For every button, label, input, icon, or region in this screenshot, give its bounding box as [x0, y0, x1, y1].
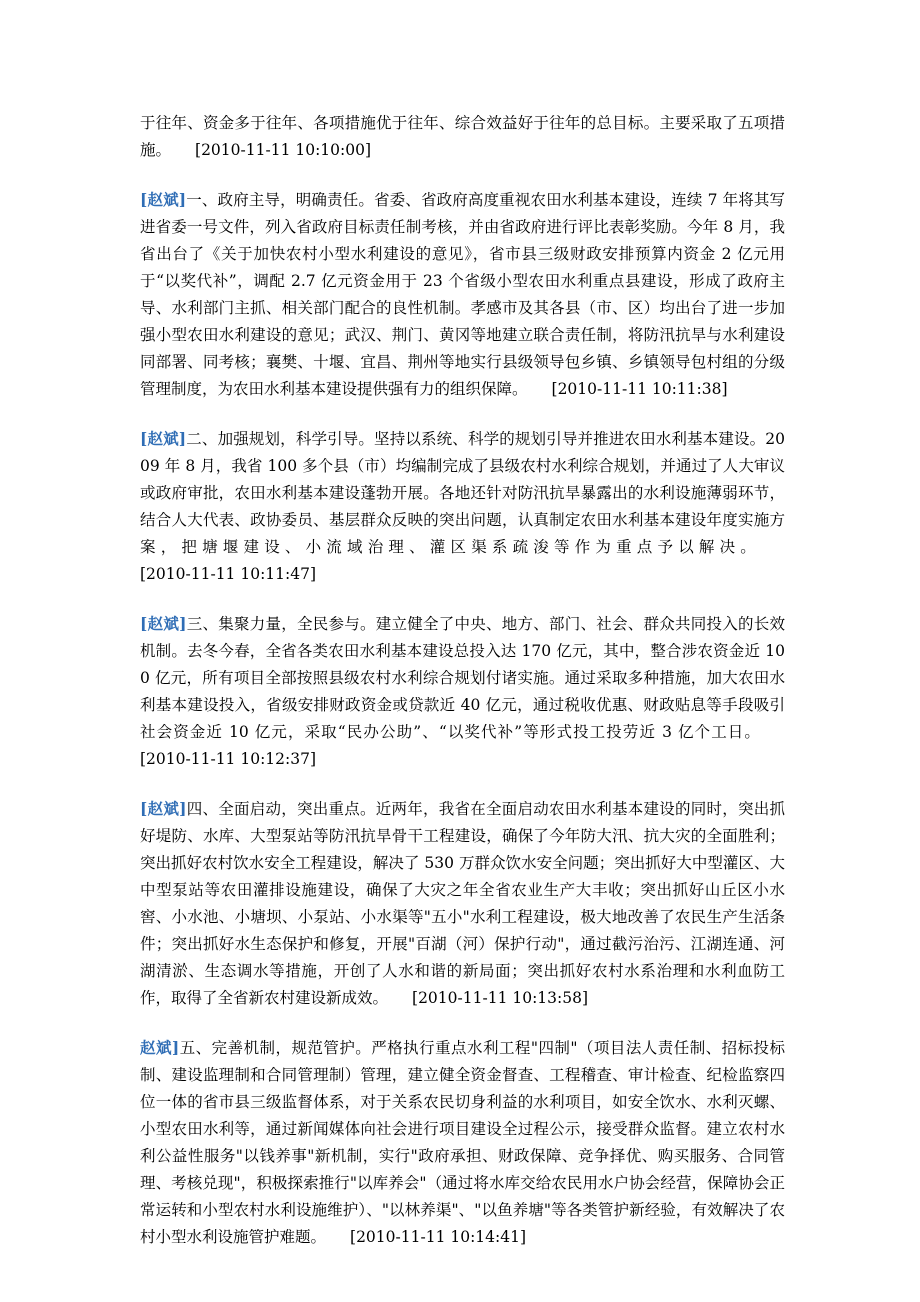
- paragraph-text: 一、政府主导，明确责任。省委、省政府高度重视农田水利基本建设，连续 7 年将其写进省委一号文件，列入省政府目标责任制考核，并由省政府进行评比表彰奖励。今年 8 月，我省出台了《关于加快农村小型水利建设的意见》，省市县三级财政安排预算内资金 2 亿元用于“以奖代补”，调配 2.7 亿元资金用于 23 个省级小型农田水利重点县建设，形成了政府主导、水利部门主抓、相关部门配合的良性机制。孝感市及其各县（市、区）均出台了进一步加强小型农田水利建设的意见；武汉、荆门、黄冈等地建立联合责任制，将防汛抗旱与水利建设同部署、同考核；襄樊、十堰、宜昌、荆州等地实行县级领导包乡镇、乡镇领导包村组的分级管理制度，为农田水利基本建设提供强有力的组织保障。: [140, 191, 786, 398]
- paragraph-text: 三、集聚力量，全民参与。建立健全了中央、地方、部门、社会、群众共同投入的长效机制。去冬今春，全省各类农田水利基本建设总投入达 170 亿元，其中，整合涉农资金近 100 亿元，所有项目全部按照县级农村水利综合规划付诸实施。通过采取多种措施，加大农田水利基本建设投入，省级安排财政资金或贷款近 40 亿元，通过税收优惠、财政贴息等手段吸引社会资金近 10 亿元，采取“民办公助”、“以奖代补”等形式投工投劳近 3 亿个工日。: [140, 615, 785, 741]
- transcript-paragraph-3: [140, 610, 785, 773]
- speaker-name: [赵斌]: [140, 799, 187, 818]
- transcript-paragraph-0: [140, 110, 785, 164]
- timestamp: [2010-11-11 10:11:47]: [140, 565, 317, 583]
- transcript-paragraph-1: [140, 186, 785, 403]
- paragraph-text: 于往年、资金多于往年、各项措施优于往年、综合效益好于往年的总目标。主要采取了五项措施。: [140, 114, 785, 159]
- timestamp: [2010-11-11 10:11:38]: [551, 380, 728, 398]
- paragraph-text: 四、全面启动，突出重点。近两年，我省在全面启动农田水利基本建设的同时，突出抓好堤防、水库、大型泵站等防汛抗旱骨干工程建设，确保了今年防大汛、抗大灾的全面胜利；突出抓好农村饮水安全工程建设，解决了 530 万群众饮水安全问题；突出抓好大中型灌区、大中型泵站等农田灌排设施建设，确保了大灾之年全省农业生产大丰收；突出抓好山丘区小水窖、小水池、小塘坝、小泵站、小水渠等"五小"水利工程建设，极大地改善了农民生产生活条件；突出抓好水生态保护和修复，开展"百湖（河）保护行动"，通过截污治污、江湖连通、河湖清淤、生态调水等措施，开创了人水和谐的新局面；突出抓好农村水系治理和水利血防工作，取得了全省新农村建设新成效。: [140, 800, 785, 1007]
- speaker-name: [赵斌]: [140, 190, 187, 209]
- timestamp: [2010-11-11 10:13:58]: [412, 989, 589, 1007]
- paragraph-text: 二、加强规划，科学引导。坚持以系统、科学的规划引导并推进农田水利基本建设。2009 年 8 月，我省 100 多个县（市）均编制完成了县级农村水利综合规划，并通过了人大审议或政府审批，农田水利基本建设蓬勃开展。各地还针对防汛抗旱暴露出的水利设施薄弱环节，结合人大代表、政协委员、基层群众反映的突出问题，认真制定农田水利基本建设年度实施方案，把塘堰建设、小流域治理、灌区渠系疏浚等作为重点予以解决。: [140, 430, 785, 556]
- transcript-paragraph-5: [140, 1034, 785, 1251]
- timestamp: [2010-11-11 10:12:37]: [140, 750, 317, 768]
- speaker-name: [赵斌]: [140, 614, 187, 633]
- timestamp: [2010-11-11 10:10:00]: [195, 141, 372, 159]
- transcript-paragraph-2: [140, 425, 785, 588]
- speaker-name: 赵斌]: [140, 1038, 180, 1057]
- timestamp: [2010-11-11 10:14:41]: [350, 1228, 527, 1246]
- speaker-name: [赵斌]: [140, 429, 187, 448]
- transcript-document: [140, 110, 785, 1273]
- paragraph-text: 五、完善机制，规范管护。严格执行重点水利工程"四制"（项目法人责任制、招标投标制、建设监理制和合同管理制）管理，建立健全资金督查、工程稽查、审计检查、纪检监察四位一体的省市县三级监督体系，对于关系农民切身利益的水利项目，如安全饮水、水利灭螺、小型农田水利等，通过新闻媒体向社会进行项目建设全过程公示，接受群众监督。建立农村水利公益性服务"以钱养事"新机制，实行"政府承担、财政保障、竞争择优、购买服务、合同管理、考核兑现"，积极探索推行"以库养会"（通过将水库交给农民用水户协会经营，保障协会正常运转和小型农村水利设施维护）、"以林养渠"、"以鱼养塘"等各类管护新经验，有效解决了农村小型水利设施管护难题。: [140, 1039, 785, 1246]
- transcript-paragraph-4: [140, 795, 785, 1012]
